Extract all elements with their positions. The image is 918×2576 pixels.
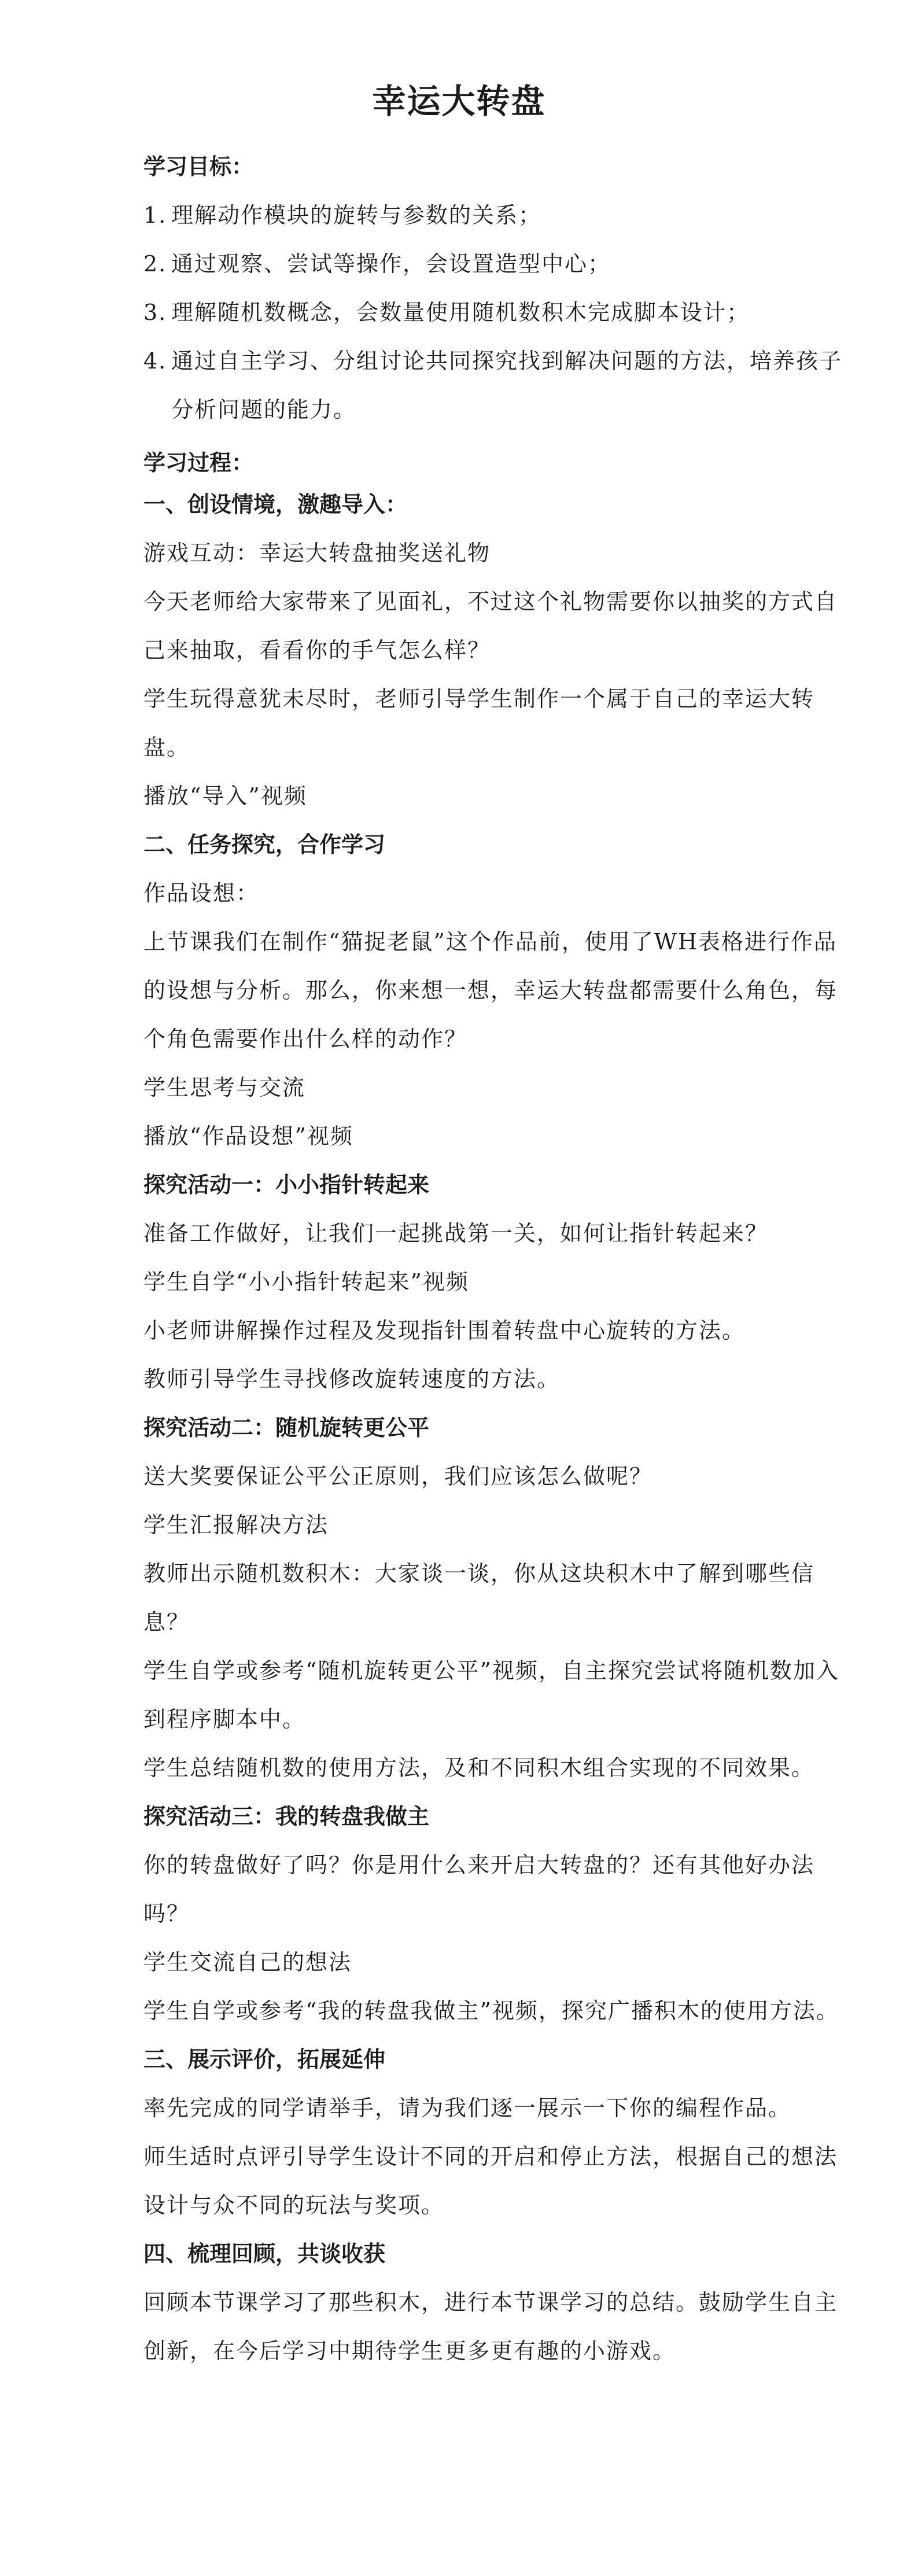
document-title: 幸运大转盘 xyxy=(372,82,546,121)
objective-number: 3. xyxy=(143,300,167,325)
activity-heading: 探究活动二：随机旋转更公平 xyxy=(143,1415,430,1440)
section-heading: 一、创设情境，激趣导入： xyxy=(143,492,408,517)
paragraph: 播放“导入”视频 xyxy=(143,783,307,809)
objectives-list xyxy=(143,191,860,434)
paragraph: 学生自学“小小指针转起来”视频 xyxy=(143,1269,469,1295)
objective-text: 理解动作模块的旋转与参数的关系； xyxy=(171,202,542,228)
paragraph: 学生玩得意犹未尽时，老师引导学生制作一个属于自己的幸运大转盘。 xyxy=(143,686,815,760)
section-heading: 三、展示评价，拓展延伸 xyxy=(143,2047,386,2072)
paragraph: 学生汇报解决方法 xyxy=(143,1512,329,1538)
objective-number: 1. xyxy=(143,202,167,228)
paragraph: 播放“作品设想”视频 xyxy=(143,1123,353,1149)
paragraph: 今天老师给大家带来了见面礼，不过这个礼物需要你以抽奖的方式自己来抽取，看看你的手气怎么样？ xyxy=(143,589,838,663)
paragraph: 师生适时点评引导学生设计不同的开启和停止方法，根据自己的想法设计与众不同的玩法与奖项。 xyxy=(143,2144,838,2218)
paragraph: 学生交流自己的想法 xyxy=(143,1949,352,1975)
paragraph: 率先完成的同学请举手，请为我们逐一展示一下你的编程作品。 xyxy=(143,2095,792,2121)
paragraph: 学生自学或参考“随机旋转更公平”视频，自主探究尝试将随机数加入到程序脚本中。 xyxy=(143,1658,839,1732)
paragraph: 小老师讲解操作过程及发现指针围着转盘中心旋转的方法。 xyxy=(143,1318,746,1343)
activity-heading: 探究活动一：小小指针转起来 xyxy=(143,1172,430,1197)
objective-text: 通过自主学习、分组讨论共同探究找到解决问题的方法，培养孩子分析问题的能力。 xyxy=(171,348,843,422)
paragraph: 回顾本节课学习了那些积木，进行本节课学习的总结。鼓励学生自主创新，在今后学习中期待学生更多更有趣的小游戏。 xyxy=(143,2290,838,2364)
objective-number: 2. xyxy=(143,251,167,277)
paragraph: 作品设想： xyxy=(143,880,260,906)
process-heading: 学习过程： xyxy=(143,450,254,476)
objective-number: 4. xyxy=(143,348,167,374)
objectives-heading: 学习目标： xyxy=(143,154,254,179)
paragraph: 你的转盘做好了吗？你是用什么来开启大转盘的？还有其他好办法吗？ xyxy=(143,1852,815,1926)
section-heading: 二、任务探究，合作学习 xyxy=(143,832,386,857)
paragraph: 送大奖要保证公平公正原则，我们应该怎么做呢？ xyxy=(143,1464,653,1489)
section-heading: 四、梳理回顾，共谈收获 xyxy=(143,2241,386,2267)
paragraph: 游戏互动：幸运大转盘抽奖送礼物 xyxy=(143,540,491,566)
objective-item xyxy=(143,239,860,288)
paragraph: 上节课我们在制作“猫捉老鼠”这个作品前，使用了WH表格进行作品的设想与分析。那么，你来想一想，幸运大转盘都需要什么角色，每个角色需要作出什么样的动作？ xyxy=(143,929,838,1052)
objective-text: 通过观察、尝试等操作，会设置造型中心； xyxy=(171,251,611,277)
objective-text: 理解随机数概念，会数量使用随机数积木完成脚本设计； xyxy=(171,300,750,325)
paragraph: 教师出示随机数积木：大家谈一谈，你从这块积木中了解到哪些信息？ xyxy=(143,1561,815,1635)
activity-heading: 探究活动三：我的转盘我做主 xyxy=(143,1804,430,1829)
paragraph: 学生自学或参考“我的转盘我做主”视频，探究广播积木的使用方法。 xyxy=(143,1998,839,2024)
objective-item xyxy=(143,191,860,239)
objective-item xyxy=(143,337,860,434)
paragraph: 教师引导学生寻找修改旋转速度的方法。 xyxy=(143,1366,561,1392)
objective-item xyxy=(143,288,860,337)
paragraph: 学生思考与交流 xyxy=(143,1075,306,1100)
paragraph: 准备工作做好，让我们一起挑战第一关，如何让指针转起来？ xyxy=(143,1221,769,1246)
paragraph: 学生总结随机数的使用方法，及和不同积木组合实现的不同效果。 xyxy=(143,1755,815,1781)
